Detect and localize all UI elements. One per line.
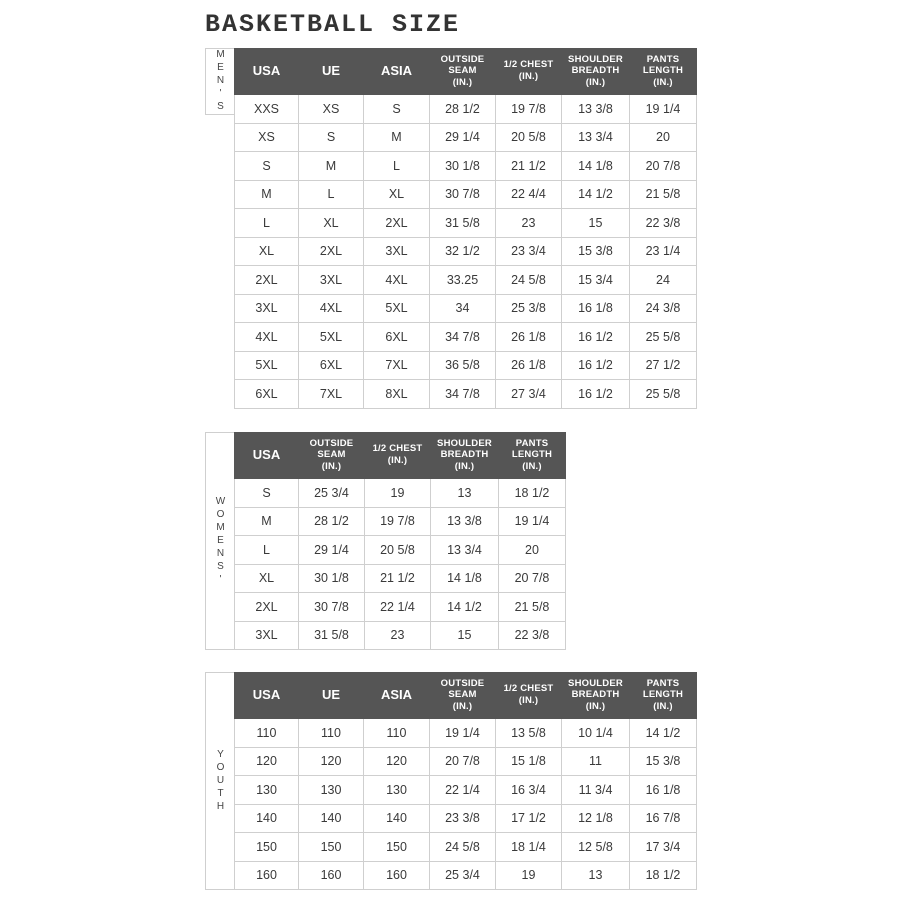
cell: 34 7/8: [430, 380, 496, 409]
column-header-half-chest-unit: (IN.): [387, 455, 408, 467]
cell: XL: [235, 564, 299, 593]
cell: 11 3/4: [562, 776, 630, 805]
table-row: [235, 380, 697, 409]
cell: 19 1/4: [499, 507, 566, 536]
youth-table-body: [235, 719, 697, 890]
column-header-half-chest-main: 1/2 CHEST: [372, 443, 423, 455]
column-header-half-chest: [496, 673, 562, 719]
cell: 25 5/8: [630, 323, 697, 352]
cell: 22 1/4: [430, 776, 496, 805]
column-header-shoulder-breadth-unit: (IN.): [454, 460, 475, 472]
column-header-shoulder-breadth-unit: (IN.): [585, 76, 606, 88]
column-header-pants-length-unit: (IN.): [522, 460, 542, 472]
mens-section-label-text: MEN'S: [215, 49, 226, 114]
column-header-shoulder-breadth-main: SHOULDER BREADTH: [568, 677, 623, 700]
cell: L: [235, 536, 299, 565]
cell: XS: [299, 95, 364, 124]
cell: 19 1/4: [630, 95, 697, 124]
column-header-outside-seam: [430, 673, 496, 719]
cell: 20: [499, 536, 566, 565]
column-header-pants-length-unit: (IN.): [653, 700, 673, 712]
cell: 13 3/8: [562, 95, 630, 124]
cell: 23 1/4: [630, 237, 697, 266]
table-row: [235, 95, 697, 124]
table-row: [235, 564, 566, 593]
table-row: [235, 209, 697, 238]
cell: 13 3/8: [431, 507, 499, 536]
column-header-usa: USA: [235, 49, 299, 95]
cell: 16 7/8: [630, 804, 697, 833]
cell: 140: [364, 804, 430, 833]
cell: 150: [235, 833, 299, 862]
cell: 14 1/2: [562, 180, 630, 209]
cell: 19 7/8: [365, 507, 431, 536]
table-header-row: [235, 673, 697, 719]
cell: 29 1/4: [430, 123, 496, 152]
cell: L: [299, 180, 364, 209]
cell: 4XL: [299, 294, 364, 323]
cell: M: [299, 152, 364, 181]
cell: 20 7/8: [499, 564, 566, 593]
womens-size-table: [234, 432, 566, 650]
table-row: [235, 719, 697, 748]
mens-size-table-block: [205, 48, 697, 409]
cell: 3XL: [299, 266, 364, 295]
womens-section-label-text: WOMENS': [215, 495, 226, 587]
column-header-shoulder-breadth-main: SHOULDER BREADTH: [568, 53, 623, 76]
cell: 17 3/4: [630, 833, 697, 862]
cell: 20 5/8: [365, 536, 431, 565]
cell: 19 1/4: [430, 719, 496, 748]
cell: 33.25: [430, 266, 496, 295]
cell: 110: [299, 719, 364, 748]
cell: 14 1/2: [630, 719, 697, 748]
cell: 23 3/8: [430, 804, 496, 833]
cell: 27 1/2: [630, 351, 697, 380]
cell: 22 3/8: [630, 209, 697, 238]
cell: XS: [235, 123, 299, 152]
youth-section-label-text: YOUTH: [215, 748, 226, 814]
cell: 19: [496, 861, 562, 890]
cell: 19: [365, 479, 431, 508]
cell: 150: [299, 833, 364, 862]
womens-section-label: [205, 432, 234, 650]
cell: 21 5/8: [630, 180, 697, 209]
cell: 30 1/8: [299, 564, 365, 593]
cell: 16 3/4: [496, 776, 562, 805]
cell: 25 3/4: [299, 479, 365, 508]
cell: 22 4/4: [496, 180, 562, 209]
cell: 12 1/8: [562, 804, 630, 833]
youth-size-table: [234, 672, 697, 890]
cell: 20 7/8: [430, 747, 496, 776]
cell: 5XL: [364, 294, 430, 323]
column-header-half-chest-main: 1/2 CHEST: [503, 59, 554, 71]
cell: 13 3/4: [562, 123, 630, 152]
cell: L: [364, 152, 430, 181]
table-row: [235, 536, 566, 565]
cell: 36 5/8: [430, 351, 496, 380]
column-header-usa: USA: [235, 673, 299, 719]
table-row: [235, 351, 697, 380]
cell: 15: [431, 621, 499, 650]
table-row: [235, 593, 566, 622]
cell: 7XL: [364, 351, 430, 380]
column-header-shoulder-breadth: [431, 433, 499, 479]
youth-size-table-block: [205, 672, 697, 890]
column-header-asia: ASIA: [364, 49, 430, 95]
cell: 5XL: [299, 323, 364, 352]
cell: XL: [364, 180, 430, 209]
cell: 34 7/8: [430, 323, 496, 352]
column-header-pants-length-main: PANTS LENGTH: [642, 53, 684, 76]
cell: 17 1/2: [496, 804, 562, 833]
column-header-outside-seam-main: OUTSIDE SEAM: [440, 677, 485, 700]
cell: 120: [364, 747, 430, 776]
cell: 160: [299, 861, 364, 890]
cell: 28 1/2: [430, 95, 496, 124]
cell: 120: [235, 747, 299, 776]
cell: 16 1/2: [562, 351, 630, 380]
cell: M: [235, 507, 299, 536]
cell: S: [235, 479, 299, 508]
cell: 16 1/8: [562, 294, 630, 323]
womens-table-body: [235, 479, 566, 650]
cell: M: [235, 180, 299, 209]
table-row: [235, 180, 697, 209]
cell: 20 5/8: [496, 123, 562, 152]
cell: 13 3/4: [431, 536, 499, 565]
cell: 160: [364, 861, 430, 890]
cell: 16 1/8: [630, 776, 697, 805]
cell: 23: [365, 621, 431, 650]
cell: 23 3/4: [496, 237, 562, 266]
cell: 14 1/8: [431, 564, 499, 593]
cell: 31 5/8: [430, 209, 496, 238]
cell: 24 3/8: [630, 294, 697, 323]
cell: 6XL: [299, 351, 364, 380]
table-row: [235, 861, 697, 890]
cell: 24: [630, 266, 697, 295]
cell: 18 1/2: [499, 479, 566, 508]
cell: 4XL: [235, 323, 299, 352]
cell: XL: [235, 237, 299, 266]
cell: 24 5/8: [430, 833, 496, 862]
youth-section-label: [205, 672, 234, 890]
cell: 27 3/4: [496, 380, 562, 409]
cell: 2XL: [235, 593, 299, 622]
cell: 15 1/8: [496, 747, 562, 776]
cell: 130: [364, 776, 430, 805]
cell: 2XL: [235, 266, 299, 295]
cell: 25 3/8: [496, 294, 562, 323]
cell: 14 1/2: [431, 593, 499, 622]
column-header-shoulder-breadth-main: SHOULDER BREADTH: [437, 437, 492, 460]
column-header-half-chest: [496, 49, 562, 95]
cell: 160: [235, 861, 299, 890]
table-header-row: [235, 49, 697, 95]
cell: 21 1/2: [496, 152, 562, 181]
cell: 110: [235, 719, 299, 748]
column-header-ue: UE: [299, 49, 364, 95]
cell: S: [299, 123, 364, 152]
column-header-outside-seam-main: OUTSIDE SEAM: [440, 53, 485, 76]
cell: 16 1/2: [562, 323, 630, 352]
cell: 32 1/2: [430, 237, 496, 266]
column-header-half-chest: [365, 433, 431, 479]
mens-section-label: [205, 48, 234, 115]
column-header-pants-length-unit: (IN.): [653, 76, 673, 88]
cell: 6XL: [235, 380, 299, 409]
womens-size-table-block: [205, 432, 566, 650]
page-title: BASKETBALL SIZE: [205, 10, 461, 39]
table-row: [235, 833, 697, 862]
column-header-asia: ASIA: [364, 673, 430, 719]
table-row: [235, 266, 697, 295]
column-header-shoulder-breadth: [562, 49, 630, 95]
cell: S: [364, 95, 430, 124]
cell: 4XL: [364, 266, 430, 295]
column-header-outside-seam-main: OUTSIDE SEAM: [309, 437, 354, 460]
table-row: [235, 621, 566, 650]
mens-table-body: [235, 95, 697, 409]
column-header-half-chest-main: 1/2 CHEST: [503, 683, 554, 695]
cell: 2XL: [364, 209, 430, 238]
cell: 3XL: [364, 237, 430, 266]
cell: 26 1/8: [496, 323, 562, 352]
column-header-outside-seam-unit: (IN.): [321, 460, 342, 472]
column-header-half-chest-unit: (IN.): [518, 695, 539, 707]
cell: 110: [364, 719, 430, 748]
table-row: [235, 507, 566, 536]
cell: 2XL: [299, 237, 364, 266]
cell: 19 7/8: [496, 95, 562, 124]
column-header-pants-length-main: PANTS LENGTH: [642, 677, 684, 700]
column-header-ue: UE: [299, 673, 364, 719]
cell: 30 7/8: [299, 593, 365, 622]
table-header-row: [235, 433, 566, 479]
cell: 130: [299, 776, 364, 805]
cell: 14 1/8: [562, 152, 630, 181]
cell: 140: [299, 804, 364, 833]
cell: 25 5/8: [630, 380, 697, 409]
cell: 140: [235, 804, 299, 833]
cell: 130: [235, 776, 299, 805]
column-header-outside-seam-unit: (IN.): [452, 700, 473, 712]
cell: 24 5/8: [496, 266, 562, 295]
column-header-pants-length-main: PANTS LENGTH: [511, 437, 553, 460]
cell: 26 1/8: [496, 351, 562, 380]
cell: 18 1/4: [496, 833, 562, 862]
cell: XL: [299, 209, 364, 238]
cell: 30 1/8: [430, 152, 496, 181]
cell: 21 1/2: [365, 564, 431, 593]
mens-size-table: [234, 48, 697, 409]
cell: 10 1/4: [562, 719, 630, 748]
cell: 21 5/8: [499, 593, 566, 622]
column-header-outside-seam: [299, 433, 365, 479]
column-header-pants-length: [499, 433, 566, 479]
cell: 18 1/2: [630, 861, 697, 890]
table-row: [235, 152, 697, 181]
table-row: [235, 747, 697, 776]
cell: 15 3/4: [562, 266, 630, 295]
cell: 13 5/8: [496, 719, 562, 748]
column-header-pants-length: [630, 673, 697, 719]
column-header-outside-seam: [430, 49, 496, 95]
cell: 13: [431, 479, 499, 508]
column-header-shoulder-breadth: [562, 673, 630, 719]
table-row: [235, 479, 566, 508]
column-header-pants-length: [630, 49, 697, 95]
cell: 5XL: [235, 351, 299, 380]
cell: 3XL: [235, 294, 299, 323]
cell: 3XL: [235, 621, 299, 650]
cell: 23: [496, 209, 562, 238]
column-header-outside-seam-unit: (IN.): [452, 76, 473, 88]
cell: 11: [562, 747, 630, 776]
column-header-half-chest-unit: (IN.): [518, 71, 539, 83]
column-header-usa: USA: [235, 433, 299, 479]
cell: 15 3/8: [630, 747, 697, 776]
cell: 22 3/8: [499, 621, 566, 650]
cell: 15: [562, 209, 630, 238]
cell: 34: [430, 294, 496, 323]
cell: 150: [364, 833, 430, 862]
table-row: [235, 294, 697, 323]
column-header-shoulder-breadth-unit: (IN.): [585, 700, 606, 712]
table-row: [235, 804, 697, 833]
table-row: [235, 123, 697, 152]
cell: 30 7/8: [430, 180, 496, 209]
cell: 31 5/8: [299, 621, 365, 650]
cell: S: [235, 152, 299, 181]
cell: 28 1/2: [299, 507, 365, 536]
cell: 22 1/4: [365, 593, 431, 622]
cell: 29 1/4: [299, 536, 365, 565]
cell: M: [364, 123, 430, 152]
cell: 25 3/4: [430, 861, 496, 890]
cell: 8XL: [364, 380, 430, 409]
cell: 120: [299, 747, 364, 776]
cell: XXS: [235, 95, 299, 124]
table-row: [235, 237, 697, 266]
cell: 7XL: [299, 380, 364, 409]
cell: 12 5/8: [562, 833, 630, 862]
table-row: [235, 323, 697, 352]
table-row: [235, 776, 697, 805]
cell: 20: [630, 123, 697, 152]
cell: 20 7/8: [630, 152, 697, 181]
cell: 13: [562, 861, 630, 890]
cell: L: [235, 209, 299, 238]
cell: 15 3/8: [562, 237, 630, 266]
cell: 16 1/2: [562, 380, 630, 409]
cell: 6XL: [364, 323, 430, 352]
